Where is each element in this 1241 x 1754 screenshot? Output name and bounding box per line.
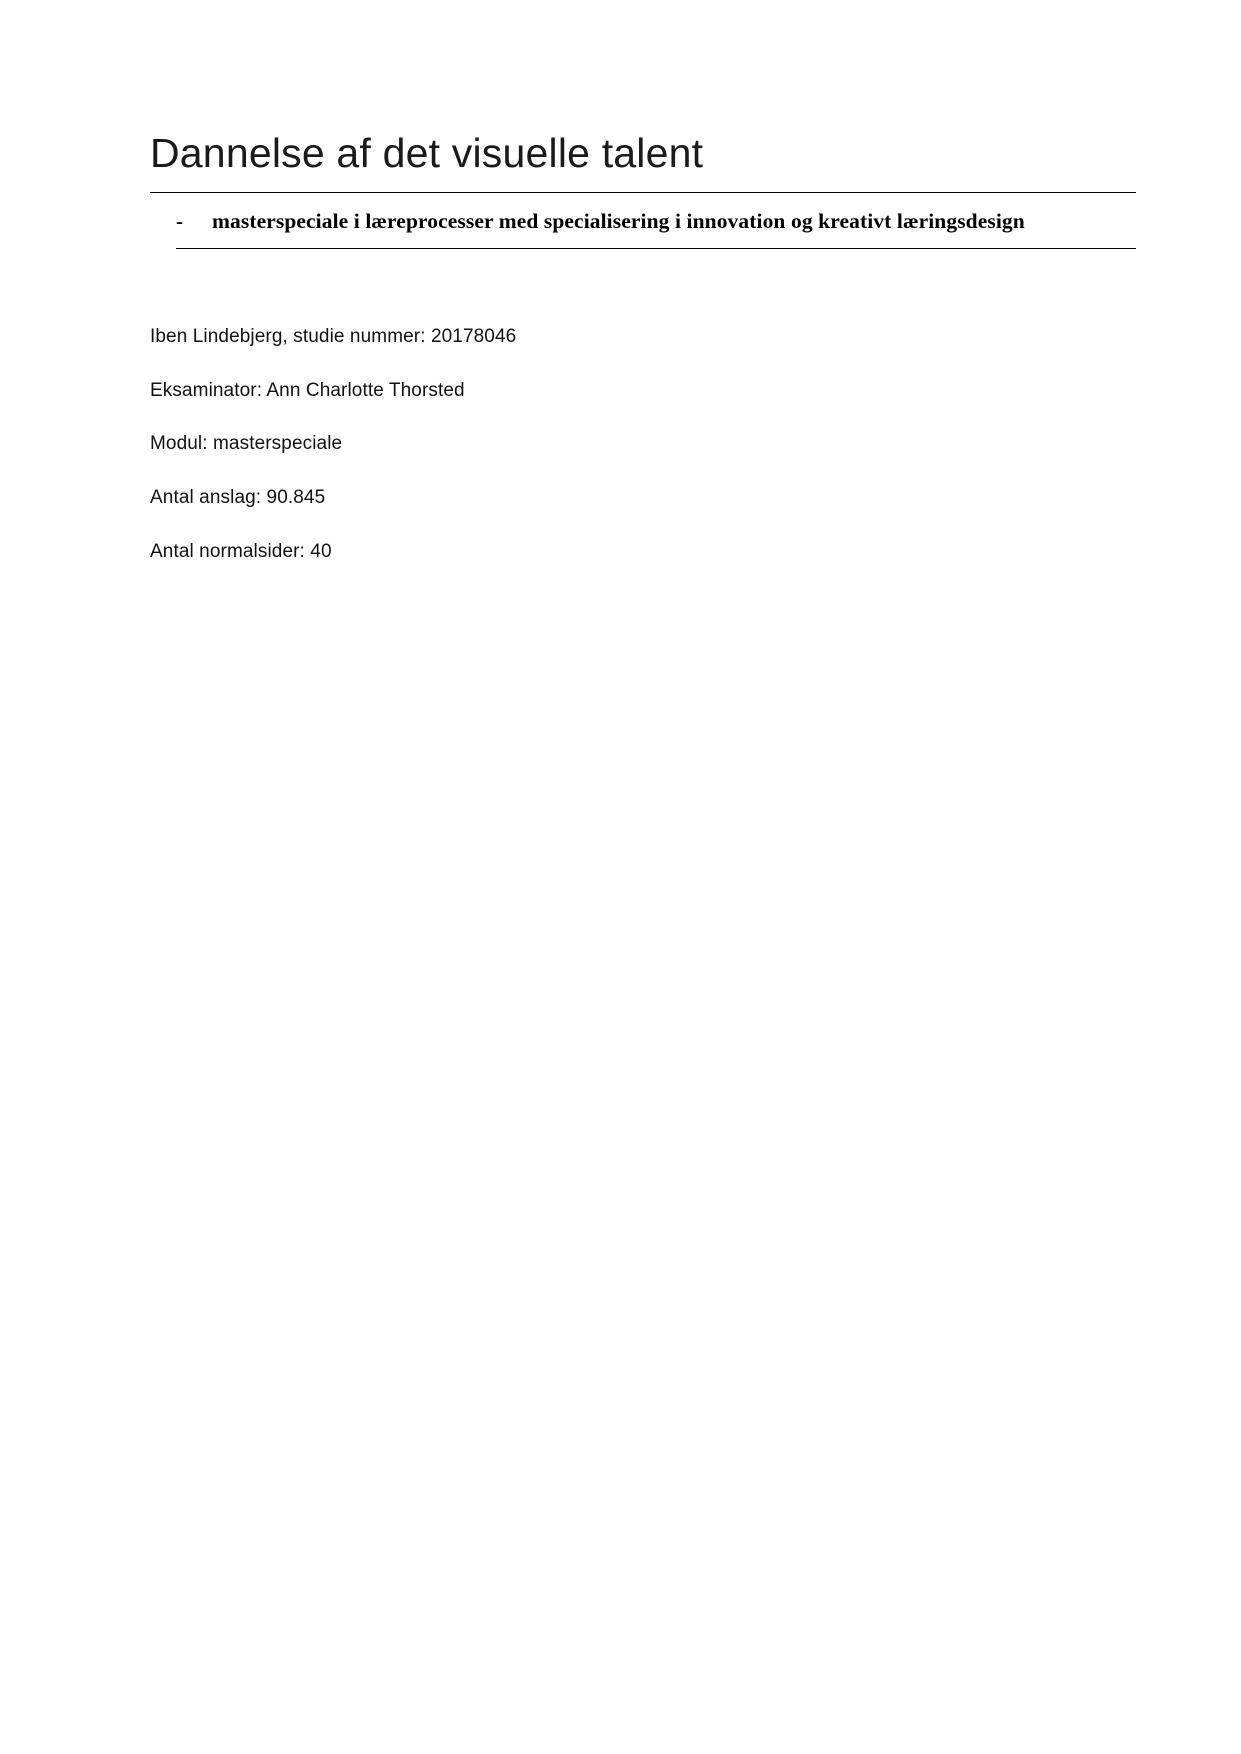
document-metadata — [150, 325, 1150, 564]
subtitle-divider — [176, 248, 1136, 249]
metadata-line-module: Modul: masterspeciale — [150, 433, 343, 455]
metadata-line-examiner: Eksaminator: Ann Charlotte Thorsted — [150, 379, 465, 401]
metadata-line-author: Iben Lindebjerg, studie nummer: 20178046 — [150, 326, 517, 347]
bullet-dash-marker: - — [176, 208, 183, 233]
title-page-content — [150, 130, 1150, 564]
document-subtitle: masterspeciale i læreprocesser med specialisering i innovation og kreativt læringsdesign — [212, 208, 1025, 233]
metadata-line-character-count: Antal anslag: 90.845 — [150, 487, 326, 509]
subtitle-bullet — [176, 193, 1136, 248]
page-title: Dannelse af det visuelle talent — [150, 130, 704, 176]
metadata-line-normal-pages: Antal normalsider: 40 — [150, 540, 332, 562]
